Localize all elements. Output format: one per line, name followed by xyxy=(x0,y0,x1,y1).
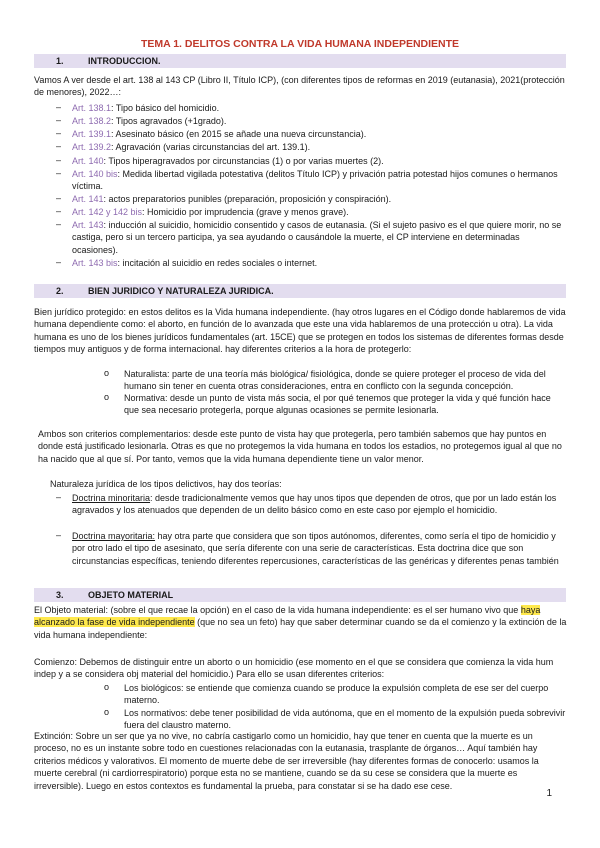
article-description: : actos preparatorios punibles (preparación, proposición y conspiración). xyxy=(103,194,392,204)
article-reference: Art. 143 xyxy=(72,220,104,230)
circle-bullet: o xyxy=(104,707,110,717)
section-number: 2. xyxy=(56,286,64,296)
dash-bullet: – xyxy=(56,141,62,151)
dash-bullet: – xyxy=(56,155,62,165)
article-reference: Art. 143 bis xyxy=(72,258,118,268)
article-description: : inducción al suicidio, homicidio consentido y casos de eutanasia. (Si el sujeto pasivo es el que quiere morir, no se castiga, pero si un tercero participa, ya sea ayudando o causándole la muerte, el CP interviene en determinadas ocasiones). xyxy=(72,220,562,255)
doctrina-minoritaria-text: : desde tradicionalmente vemos que hay unos tipos que dependen de otros, que por un lado están los agravados y los atenuados que dependen de un delito básico como en este caso por ejemplo el homicidio. xyxy=(72,493,557,516)
circle-bullet: o xyxy=(104,392,110,402)
doctrina-minoritaria xyxy=(72,492,566,517)
bien-paragraph-2: Ambos son criterios complementarios: desde este punto de vista hay que protegerla, pero también sabemos que hay puntos en donde está justificado lesionarla. Otras es que no protegemos la vida humana en todos los estadios, no protegemos igual al que no ha nacido que al que sí. Por tanto, vemos que la vida humana dependiente tiene un valor menor. xyxy=(38,429,562,464)
section-header-objeto-material xyxy=(34,588,566,602)
article-description: : Asesinato básico (en 2015 se añade una nueva circunstancia). xyxy=(111,129,367,139)
objeto-text-b: (que no sea un feto) hay que saber determinar cuando se da el comienzo y la extinción de la vida humana independiente: xyxy=(34,617,567,640)
criterio-biologico: Los biológicos: se entiende que comienza cuando se produce la expulsión completa de ese ser del cuerpo materno. xyxy=(124,683,549,706)
bien-bullet-normativa: Normativa: desde un punto de vista más socia, el por qué tenemos que proteger la vida y qué función hace que sea necesario protegerla, porque algunas ocasiones se permite lesionarla. xyxy=(124,393,551,416)
bien-paragraph-1: Bien jurídico protegido: en estos delitos es la Vida humana independiente. (hay otros lugares en el Código donde hablaremos de vida humana dependiente como: el aborto, en función de lo avanzada que este una vida hablaremos de una protección u otra). La vida humana es uno de los bienes jurídicos fundamentales (art. 15CE) que se protegen en todos los sistemas de diferentes formas desde tiempos muy antiguos y de forma internacional. hay diferentes criterios a la hora de protegerlo: xyxy=(34,307,566,355)
article-reference: Art. 140 xyxy=(72,156,104,166)
dash-bullet: – xyxy=(56,115,62,125)
doctrina-mayoritaria-label: Doctrina mayoritaria: xyxy=(72,531,156,541)
dash-bullet: – xyxy=(56,257,62,267)
intro-list-item xyxy=(72,206,566,218)
section-header-intro xyxy=(34,54,566,68)
dash-bullet: – xyxy=(56,206,62,216)
article-description: : Tipo básico del homicidio. xyxy=(111,103,220,113)
dash-bullet: – xyxy=(56,168,62,178)
section-number: 1. xyxy=(56,56,64,66)
intro-list-item xyxy=(72,141,566,153)
criterio-normativo: Los normativos: debe tener posibilidad de vida autónoma, que en el momento de la expulsión pueda sobrevivir fuera del claustro materno. xyxy=(124,708,566,731)
dash-bullet: – xyxy=(56,219,62,229)
intro-lead: Vamos A ver desde el art. 138 al 143 CP (Libro II, Título ICP), (con diferentes tipos de reformas en 2019 (eutanasia), 2021(protección de menores), 2022…: xyxy=(34,75,565,98)
dash-bullet: – xyxy=(56,193,62,203)
intro-list-item xyxy=(72,102,566,114)
dash-bullet: – xyxy=(56,102,62,112)
bien-paragraph-3: Naturaleza jurídica de los tipos delictivos, hay dos teorías: xyxy=(50,479,282,489)
doctrina-mayoritaria-text: hay otra parte que considera que son tipos autónomos, diferentes, como sería el tipo de homicidio y por otro lado el tipo de asesinato, que sería diferente con una serie de características. Esta doctrina dice que son circunstancias específicas, teniendo diferentes repercusiones, características de las genéricas y diferentes penas también xyxy=(72,531,559,566)
doctrina-mayoritaria xyxy=(72,530,566,567)
article-description: : Tipos hiperagravados por circunstancias (1) o por varias muertes (2). xyxy=(103,156,384,166)
document-title: TEMA 1. DELITOS CONTRA LA VIDA HUMANA INDEPENDIENTE xyxy=(140,38,460,50)
dash-bullet: – xyxy=(56,492,62,502)
article-reference: Art. 142 y 142 bis xyxy=(72,207,143,217)
intro-list-item xyxy=(72,155,566,167)
intro-list-item xyxy=(72,219,566,256)
doctrina-minoritaria-label: Doctrina minoritaria xyxy=(72,493,151,503)
section-number: 3. xyxy=(56,590,64,600)
objeto-extincion: Extinción: Sobre un ser que ya no vive, no cabría castigarlo como un homicidio, hay que tener en cuenta que la muerte es un proceso, no es un instante sobre todo en cuestiones relacionadas con la eutanasia, trasplante de órganos… Aquí también hay criterios médicos y valorativos. El momento de muerte debe de ser irreversible (hay diferentes formas de conocerlo: usamos la muerte cerebral (ni cardiorrespiratorio) porque esta no se mantiene, cuando se da su cese se considera que la muerte es irreversible). Luego en estos contextos es fundamental la prueba, para constatar si se ha dado ese cese. xyxy=(34,731,539,791)
circle-bullet: o xyxy=(104,368,110,378)
article-description: : incitación al suicidio en redes sociales o internet. xyxy=(117,258,318,268)
section-label: OBJETO MATERIAL xyxy=(88,590,174,600)
article-description: : Agravación (varias circunstancias del art. 139.1). xyxy=(111,142,311,152)
article-description: : Tipos agravados (+1grado). xyxy=(111,116,227,126)
dash-bullet: – xyxy=(56,530,62,540)
article-reference: Art. 138.1 xyxy=(72,103,112,113)
article-description: : Homicidio por imprudencia (grave y menos grave). xyxy=(142,207,349,217)
objeto-paragraph-1 xyxy=(34,604,568,641)
article-reference: Art. 139.2 xyxy=(72,142,112,152)
dash-bullet: – xyxy=(56,128,62,138)
intro-list-item xyxy=(72,257,566,269)
section-label: INTRODUCCION. xyxy=(88,56,161,66)
page-number: 1 xyxy=(546,788,552,799)
article-description: : Medida libertad vigilada potestativa (delitos Título ICP) y privación patria potestad hijos comunes o hermanos víctima. xyxy=(72,169,558,192)
highlighted-text: haya alcanzado la fase de vida independiente xyxy=(34,605,541,628)
section-header-bien-juridico xyxy=(34,284,566,298)
article-reference: Art. 138.2 xyxy=(72,116,112,126)
bien-bullet-naturalista: Naturalista: parte de una teoría más biológica/ fisiológica, donde se quiere proteger el proceso de vida del humano sin tener en cuenta otras consideraciones, entra en conflicto con la segunda concepción. xyxy=(124,369,546,392)
objeto-comienzo: Comienzo: Debemos de distinguir entre un aborto o un homicidio (ese momento en el que se considera que comienza la vida hum indep y a se considera obj material del homicidio.) Para ello se usan diferentes criterios: xyxy=(34,657,554,680)
article-reference: Art. 140 bis xyxy=(72,169,118,179)
intro-list-item xyxy=(72,115,566,127)
objeto-text-a: El Objeto material: (sobre el que recae la opción) en el caso de la vida humana independiente: es el ser humano vivo que xyxy=(34,605,519,615)
intro-list-item xyxy=(72,128,566,140)
article-reference: Art. 139.1 xyxy=(72,129,112,139)
circle-bullet: o xyxy=(104,682,110,692)
intro-list-item xyxy=(72,168,566,193)
article-reference: Art. 141 xyxy=(72,194,104,204)
section-label: BIEN JURIDICO Y NATURALEZA JURIDICA. xyxy=(88,286,274,296)
intro-list-item xyxy=(72,193,566,205)
